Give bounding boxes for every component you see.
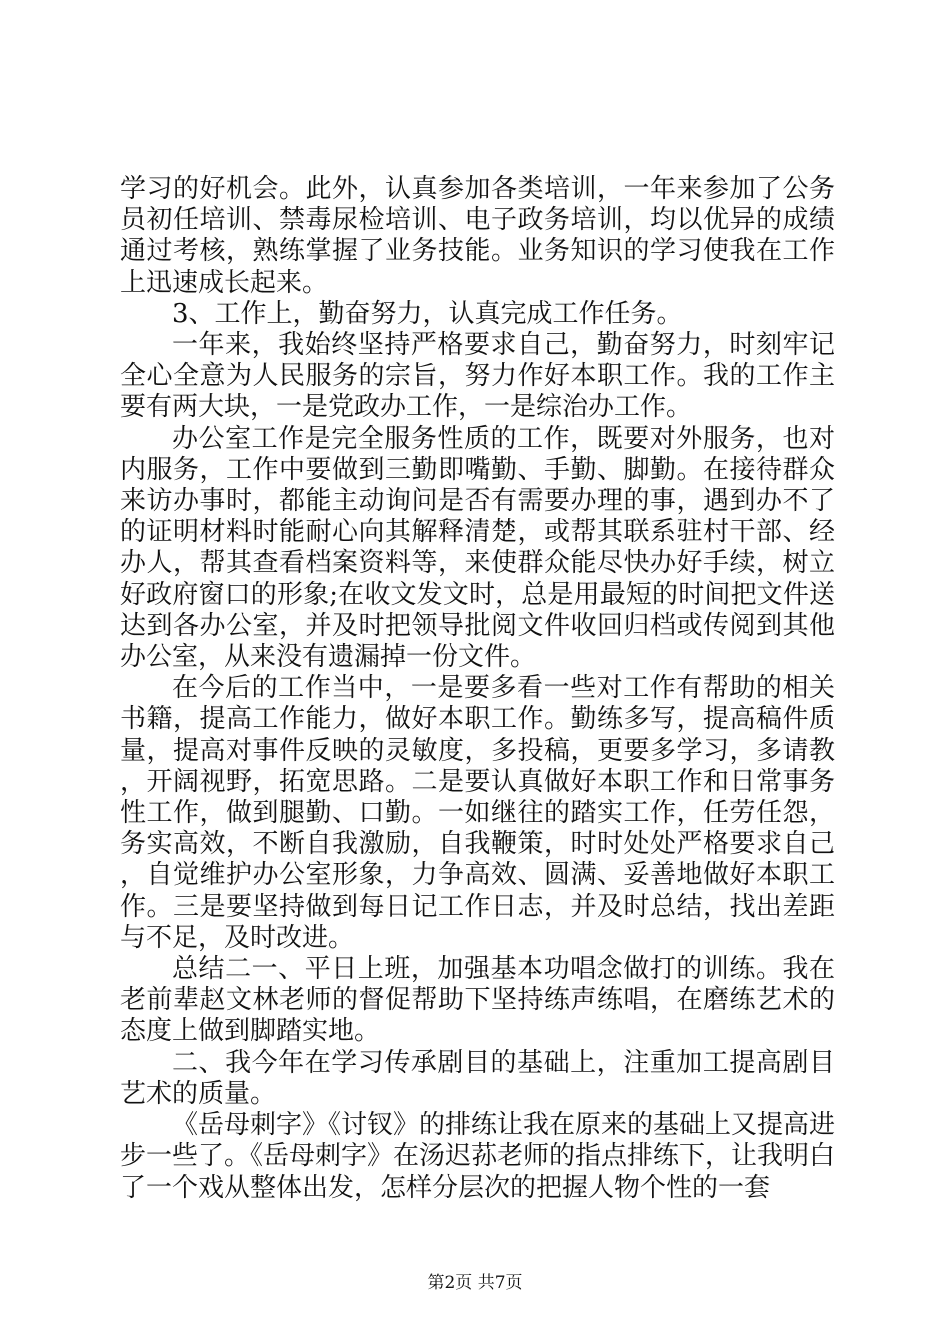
page-footer: [0, 1268, 950, 1293]
paragraph-8: 《岳母刺字》《讨钗》的排练让我在原来的基础上又提高进步一些了。《岳母刺字》在汤迟荪老师的指点排练下，让我明白了一个戏从整体出发，怎样分层次的把握人物个性的一套: [120, 1110, 836, 1203]
paragraph-4: 办公室工作是完全服务性质的工作，既要对外服务，也对内服务，工作中要做到三勤即嘴勤、手勤、脚勤。在接待群众来访办事时，都能主动询问是否有需要办理的事，遇到办不了的证明材料时能耐心向其解释清楚，或帮其联系驻村干部、经办人，帮其查看档案资料等，来使群众能尽快办好手续，树立好政府窗口的形象;在收文发文时，总是用最短的时间把文件送达到各办公室，并及时把领导批阅文件收回归档或传阅到其他办公室，从来没有遗漏掉一份文件。: [120, 423, 835, 673]
paragraph-2: 3、工作上，勤奋努力，认真完成工作任务。: [172, 298, 683, 329]
page-number-label: 第2页 共7页: [427, 1273, 523, 1293]
paragraph-7: 二、我今年在学习传承剧目的基础上，注重加工提高剧目艺术的质量。: [120, 1047, 835, 1109]
document-body: [120, 174, 835, 1204]
paragraph-6: 总结二一、平日上班，加强基本功唱念做打的训练。我在老前辈赵文林老师的督促帮助下坚持练声练唱，在磨练艺术的态度上做到脚踏实地。: [120, 954, 835, 1047]
paragraph-1: 学习的好机会。此外，认真参加各类培训，一年来参加了公务员初任培训、禁毒尿检培训、电子政务培训，均以优异的成绩通过考核，熟练掌握了业务技能。业务知识的学习使我在工作上迅速成长起来。: [120, 174, 835, 298]
paragraph-3: 一年来，我始终坚持严格要求自己，勤奋努力，时刻牢记全心全意为人民服务的宗旨，努力作好本职工作。我的工作主要有两大块，一是党政办工作，一是综治办工作。: [120, 330, 835, 423]
paragraph-5: 在今后的工作当中，一是要多看一些对工作有帮助的相关书籍，提高工作能力，做好本职工作。勤练多写，提高稿件质量，提高对事件反映的灵敏度，多投稿，更要多学习，多请教，开阔视野，拓宽思路。二是要认真做好本职工作和日常事务性工作，做到腿勤、口勤。一如继往的踏实工作，任劳任怨，务实高效，不断自我激励，自我鞭策，时时处处严格要求自己，自觉维护办公室形象，力争高效、圆满、妥善地做好本职工作。三是要坚持做到每日记工作日志，并及时总结，找出差距与不足，及时改进。: [120, 673, 835, 953]
